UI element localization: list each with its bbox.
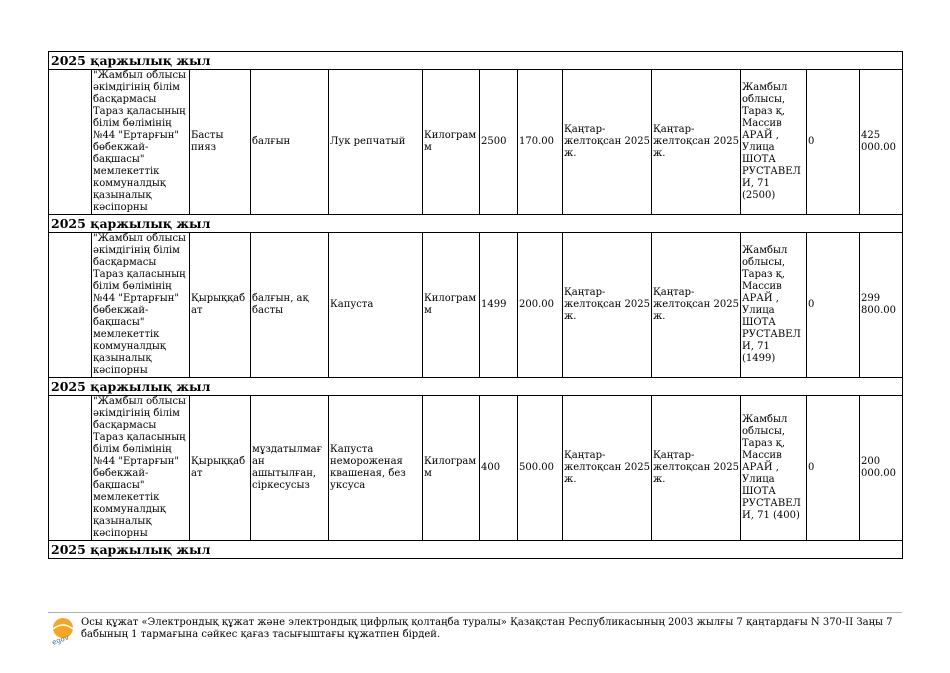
organizer-cell: "Жамбыл облысы әкімдігінің білім басқармасы Тараз қаласының білім бөлімінің №44 "Ертарғын" бөбекжай-бақшасы" мемлекеттік коммуналдық қазыналық кәсіпорны [92, 396, 190, 541]
item-desc-kz-cell: балғын [251, 70, 329, 215]
period-cell: Қаңтар-желтоқсан 2025 ж. [563, 70, 652, 215]
period-cell: Қаңтар-желтоқсан 2025 ж. [563, 233, 652, 378]
item-desc-kz-cell: мұздатылмаған ашытылған, сіркесусыз [251, 396, 329, 541]
period-cell: Қаңтар-желтоқсан 2025 ж. [563, 396, 652, 541]
quantity-cell: 2500 [480, 70, 518, 215]
item-name-kz-cell: Басты пияз [190, 70, 251, 215]
delivery-period-cell: Қаңтар-желтоқсан 2025 ж. [652, 396, 741, 541]
table-row [49, 396, 903, 541]
empty-cell [49, 70, 92, 215]
price-cell: 200.00 [518, 233, 563, 378]
year-header: 2025 қаржылық жыл [49, 52, 903, 70]
year-header: 2025 қаржылық жыл [49, 378, 903, 396]
item-desc-kz-cell: балғын, ақ басты [251, 233, 329, 378]
empty-cell [49, 396, 92, 541]
delivery-period-cell: Қаңтар-желтоқсан 2025 ж. [652, 233, 741, 378]
empty-cell [49, 233, 92, 378]
advance-cell: 0 [807, 396, 860, 541]
year-header: 2025 қаржылық жыл [49, 215, 903, 233]
year-header-row [49, 378, 903, 396]
footer-text: Осы құжат «Электрондық құжат және электрондық цифрлық қолтаңба туралы» Қазақстан Республикасының 2003 жылғы 7 қаңтардағы N 370-II Заңы 7 бабының 1 тармағына сәйкес қағаз тасығыштағы құжатпен бірдей. [81, 617, 893, 640]
year-header: 2025 қаржылық жыл [49, 541, 903, 559]
year-header-row [49, 52, 903, 70]
organizer-cell: "Жамбыл облысы әкімдігінің білім басқармасы Тараз қаласының білім бөлімінің №44 "Ертарғын" бөбекжай-бақшасы" мемлекеттік коммуналдық қазыналық кәсіпорны [92, 70, 190, 215]
organizer-cell: "Жамбыл облысы әкімдігінің білім басқармасы Тараз қаласының білім бөлімінің №44 "Ертарғын" бөбекжай-бақшасы" мемлекеттік коммуналдық қазыналық кәсіпорны [92, 233, 190, 378]
legal-footer [48, 612, 902, 645]
price-cell: 500.00 [518, 396, 563, 541]
procurement-table [48, 51, 902, 559]
unit-cell: Килограмм [423, 396, 480, 541]
delivery-place-cell: Жамбыл облысы, Тараз қ, Массив АРАЙ , Улица ШОТА РУСТАВЕЛИ, 71 (400) [741, 396, 807, 541]
item-name-kz-cell: Қырыққабат [190, 396, 251, 541]
quantity-cell: 400 [480, 396, 518, 541]
total-cell: 200 000.00 [860, 396, 903, 541]
year-header-row [49, 541, 903, 559]
item-name-ru-cell: Капуста немороженая квашеная, без уксуса [329, 396, 423, 541]
table-row [49, 70, 903, 215]
total-cell: 425 000.00 [860, 70, 903, 215]
price-cell: 170.00 [518, 70, 563, 215]
item-name-ru-cell: Капуста [329, 233, 423, 378]
delivery-place-cell: Жамбыл облысы, Тараз қ, Массив АРАЙ , Улица ШОТА РУСТАВЕЛИ, 71 (1499) [741, 233, 807, 378]
delivery-period-cell: Қаңтар-желтоқсан 2025 ж. [652, 70, 741, 215]
delivery-place-cell: Жамбыл облысы, Тараз қ, Массив АРАЙ , Улица ШОТА РУСТАВЕЛИ, 71 (2500) [741, 70, 807, 215]
quantity-cell: 1499 [480, 233, 518, 378]
item-name-ru-cell: Лук репчатый [329, 70, 423, 215]
svg-text:egov: egov [50, 633, 70, 645]
unit-cell: Килограмм [423, 70, 480, 215]
item-name-kz-cell: Қырыққабат [190, 233, 251, 378]
year-header-row [49, 215, 903, 233]
advance-cell: 0 [807, 70, 860, 215]
unit-cell: Килограмм [423, 233, 480, 378]
advance-cell: 0 [807, 233, 860, 378]
total-cell: 299 800.00 [860, 233, 903, 378]
egov-logo-icon [50, 617, 76, 645]
table-row [49, 233, 903, 378]
